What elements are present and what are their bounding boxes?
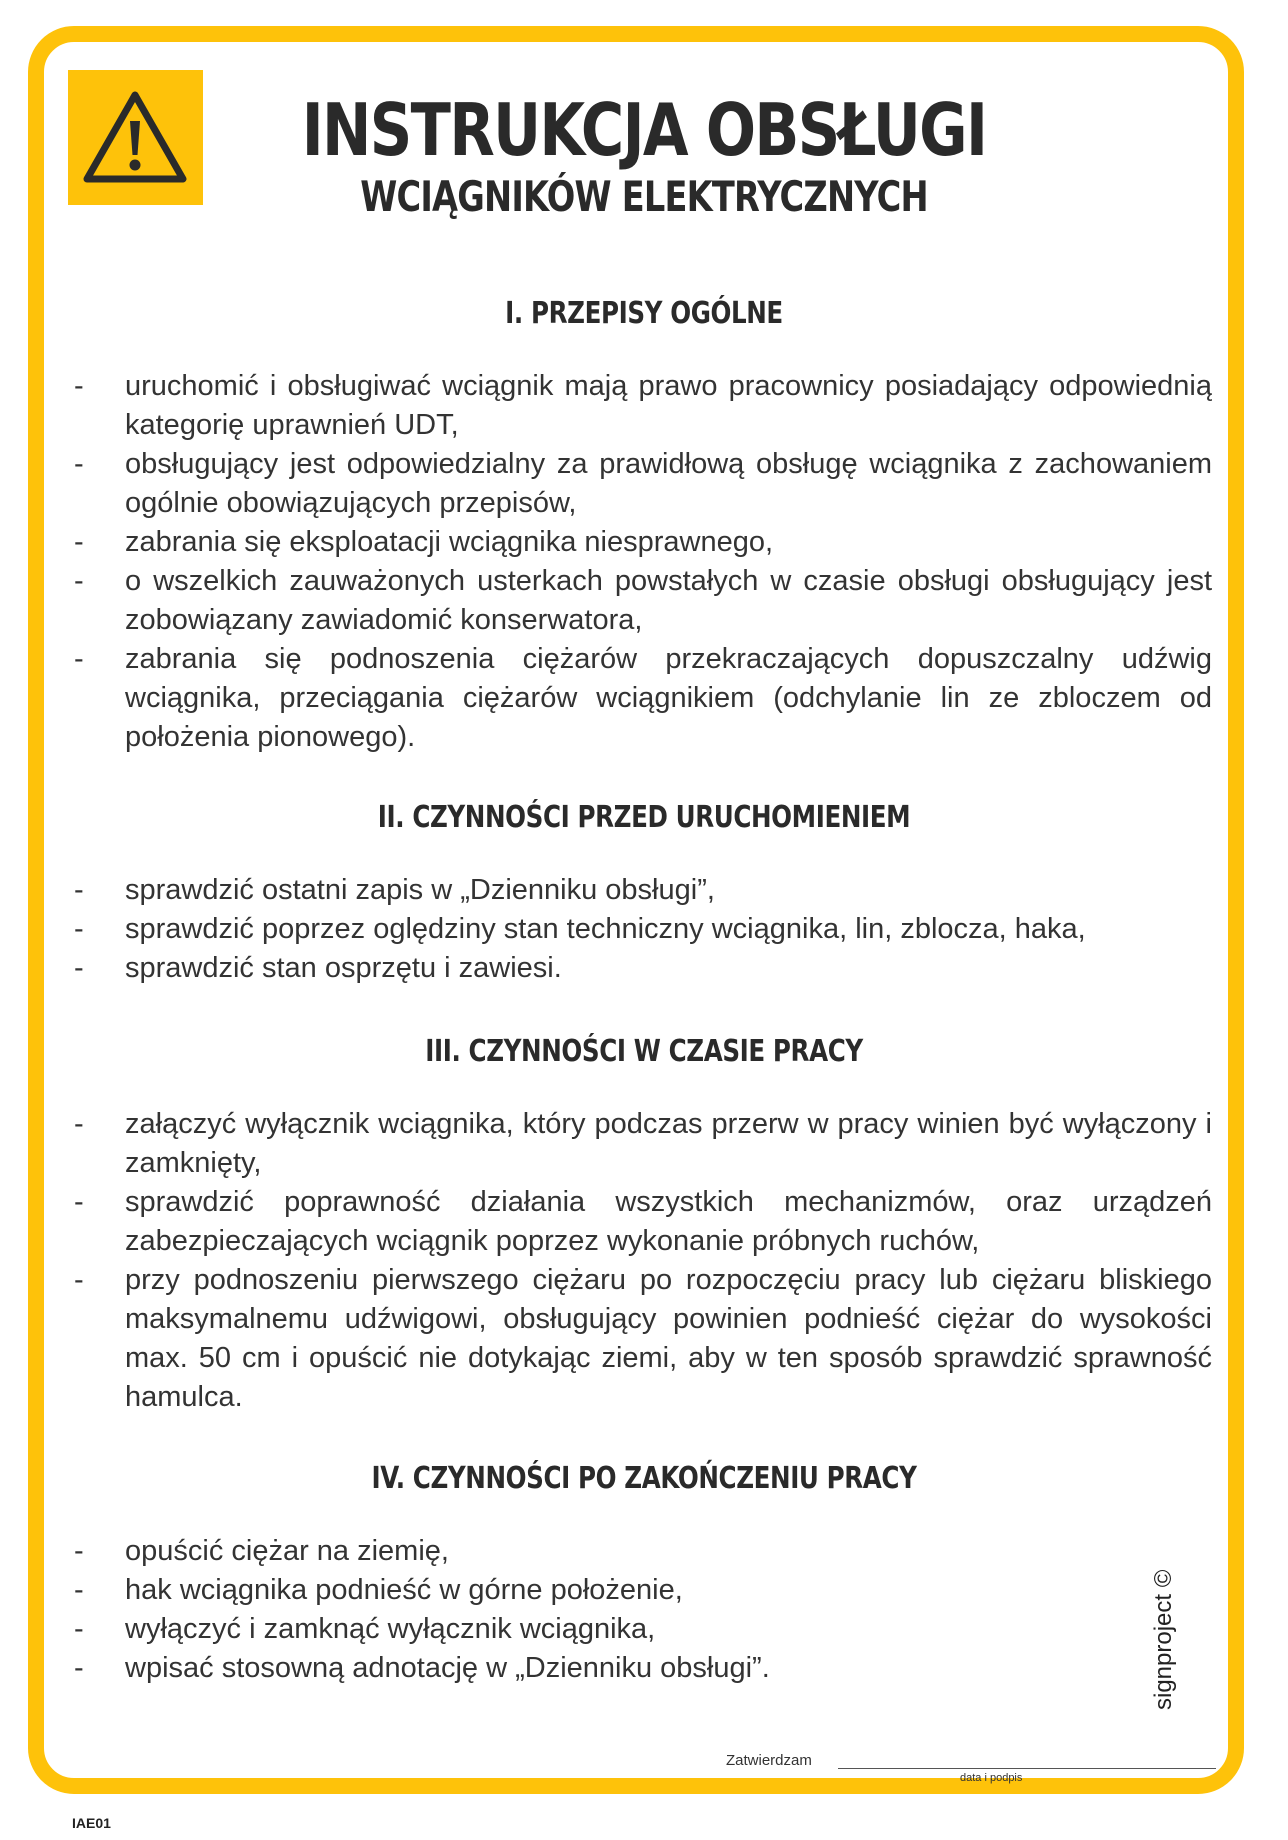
list-item: - opuścić ciężar na ziemię, — [70, 1532, 1212, 1571]
section-heading: II. CZYNNOŚCI PRZED URUCHOMIENIEM — [377, 800, 911, 835]
section-heading: I. PRZEPISY OGÓLNE — [505, 296, 783, 331]
list-item: - sprawdzić poprawność działania wszystkich mechanizmów, oraz urządzeń zabezpieczających wciągnik poprzez wykonanie próbnych ruchów, — [70, 1183, 1212, 1261]
list-item: - obsługujący jest odpowiedzialny za prawidłową obsługę wciągnika z zachowaniem ogólnie obowiązujących przepisów, — [70, 445, 1212, 523]
brand-label: signproject © — [1150, 1569, 1177, 1710]
list-item: - zabrania się podnoszenia ciężarów przekraczających dopuszczalny udźwig wciągnika, przeciągania ciężarów wciągnikiem (odchylanie lin ze zbloczem od położenia pionowego). — [70, 640, 1212, 757]
list-item: - hak wciągnika podnieść w górne położenie, — [70, 1571, 1212, 1610]
section-heading: IV. CZYNNOŚCI PO ZAKOŃCZENIU PRACY — [371, 1461, 917, 1496]
list-item: - uruchomić i obsługiwać wciągnik mają prawo pracownicy posiadający odpowiednią kategorię uprawnień UDT, — [70, 367, 1212, 445]
approve-label: Zatwierdzam — [726, 1752, 812, 1769]
section-heading: III. CZYNNOŚCI W CZASIE PRACY — [425, 1034, 863, 1069]
section-list — [70, 367, 1212, 757]
list-item: - sprawdzić poprzez oględziny stan techniczny wciągnika, lin, zblocza, haka, — [70, 910, 1212, 949]
list-item: - sprawdzić stan osprzętu i zawiesi. — [70, 949, 1212, 988]
list-item: - o wszelkich zauważonych usterkach powstałych w czasie obsługi obsługujący jest zobowiązany zawiadomić konserwatora, — [70, 562, 1212, 640]
product-code: IAE01 — [72, 1815, 111, 1831]
signature-caption: data i podpis — [960, 1772, 1023, 1784]
list-item: - sprawdzić ostatni zapis w „Dzienniku obsługi”, — [70, 871, 1212, 910]
list-item: - zabrania się eksploatacji wciągnika niesprawnego, — [70, 523, 1212, 562]
list-item: - załączyć wyłącznik wciągnika, który podczas przerw w pracy winien być wyłączony i zamknięty, — [70, 1105, 1212, 1183]
page-subtitle: WCIĄGNIKÓW ELEKTRYCZNYCH — [360, 172, 928, 221]
section-list — [70, 1532, 1212, 1688]
section-list — [70, 871, 1212, 988]
list-item: - wyłączyć i zamknąć wyłącznik wciągnika, — [70, 1610, 1212, 1649]
section-list — [70, 1105, 1212, 1417]
list-item: - wpisać stosowną adnotację w „Dzienniku obsługi”. — [70, 1649, 1212, 1688]
list-item: - przy podnoszeniu pierwszego ciężaru po rozpoczęciu pracy lub ciężaru bliskiego maksymalnemu udźwigowi, obsługujący powinien podnieść ciężar do wysokości max. 50 cm i opuścić nie dotykając ziemi, aby w ten sposób sprawdzić sprawność hamulca. — [70, 1261, 1212, 1417]
page-title: INSTRUKCJA OBSŁUGI — [301, 88, 987, 172]
signature-line — [838, 1768, 1216, 1769]
